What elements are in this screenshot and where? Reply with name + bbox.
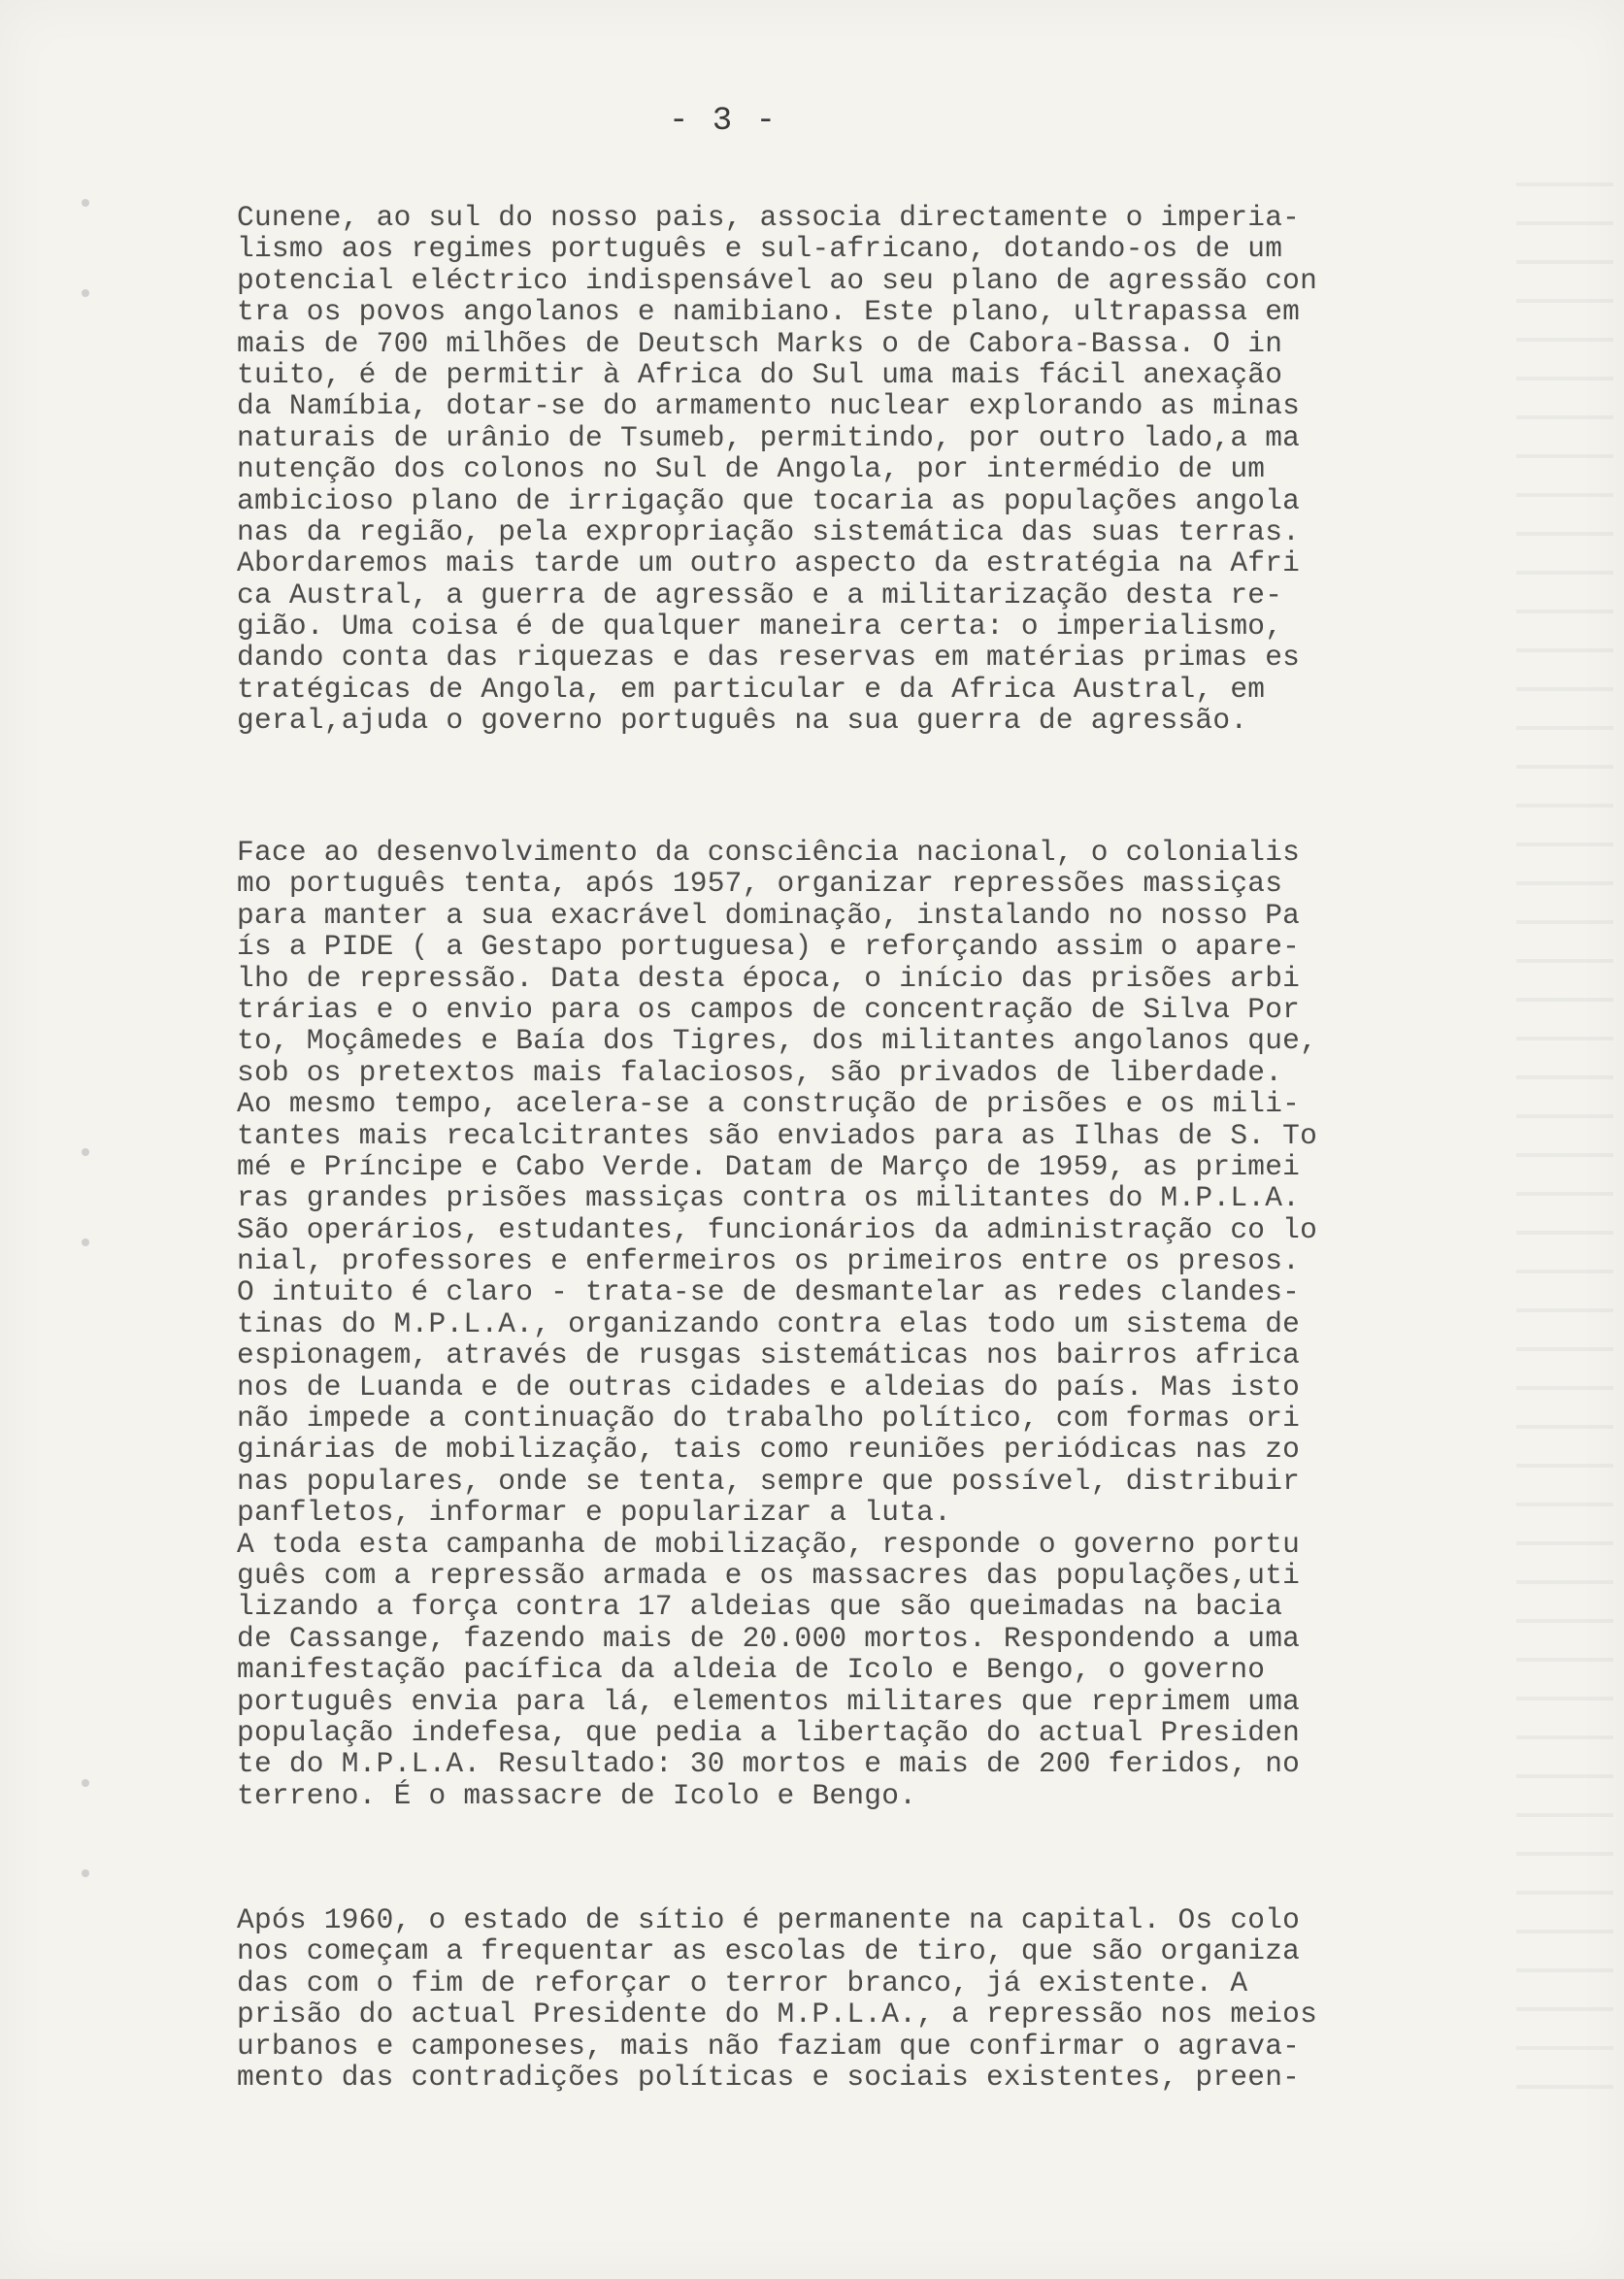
text-line: nas populares, onde se tenta, sempre que possível, distribuir — [237, 1464, 1301, 1498]
text-line: não impede a continuação do trabalho político, com formas ori — [237, 1402, 1301, 1436]
text-line: espionagem, através de rusgas sistemáticas nos bairros africa — [237, 1338, 1301, 1372]
punch-hole-mark — [82, 1869, 89, 1877]
text-line: Face ao desenvolvimento da consciência nacional, o colonialis — [237, 836, 1301, 869]
text-line: ca Austral, a guerra de agressão e a militarização desta re- — [237, 578, 1283, 611]
text-line: O intuito é claro - trata-se de desmantelar as redes clandes- — [237, 1275, 1301, 1309]
text-line: tinas do M.P.L.A., organizando contra elas todo um sistema de — [237, 1306, 1301, 1340]
text-line: nos de Luanda e de outras cidades e aldeias do país. Mas isto — [237, 1370, 1301, 1404]
text-line: nos começam a frequentar as escolas de tiro, que são organiza — [237, 1934, 1301, 1968]
text-line: urbanos e camponeses, mais não faziam que confirmar o agrava- — [237, 2029, 1301, 2063]
text-line: tantes mais recalcitrantes são enviados para as Ilhas de S. To — [237, 1118, 1318, 1152]
text-line: mé e Príncipe e Cabo Verde. Datam de Março de 1959, as primei — [237, 1149, 1301, 1183]
page-number: - 3 - — [668, 103, 779, 140]
text-line: dando conta das riquezas e das reservas em matérias primas es — [237, 641, 1301, 675]
paragraph — [237, 1904, 1317, 2093]
text-line: nutenção dos colonos no Sul de Angola, por intermédio de um — [237, 452, 1266, 486]
text-line: tratégicas de Angola, em particular e da Africa Austral, em — [237, 672, 1266, 706]
punch-hole-mark — [82, 1239, 89, 1246]
text-line: português envia para lá, elementos militares que reprimem uma — [237, 1684, 1301, 1718]
punch-hole-mark — [82, 199, 89, 207]
text-line: nas da região, pela expropriação sistemática das suas terras. — [237, 514, 1301, 548]
text-line: geral,ajuda o governo português na sua guerra de agressão. — [237, 704, 1248, 738]
text-line: de Cassange, fazendo mais de 20.000 mortos. Respondendo a uma — [237, 1621, 1301, 1655]
text-line: manifestação pacífica da aldeia de Icolo e Bengo, o governo — [237, 1653, 1266, 1687]
text-line: lizando a força contra 17 aldeias que são queimadas na bacia — [237, 1590, 1283, 1624]
text-line: lho de repressão. Data desta época, o início das prisões arbi — [237, 961, 1301, 995]
show-through-text — [1516, 165, 1613, 2106]
text-line: gião. Uma coisa é de qualquer maneira certa: o imperialismo, — [237, 610, 1283, 644]
text-line: tuito, é de permitir à Africa do Sul uma mais fácil anexação — [237, 357, 1283, 391]
text-line: das com o fim de reforçar o terror branco, já existente. A — [237, 1965, 1248, 1999]
text-line: nial, professores e enfermeiros os primeiros entre os presos. — [237, 1244, 1301, 1278]
text-line: Ao mesmo tempo, acelera-se a construção de prisões e os mili- — [237, 1087, 1301, 1121]
punch-hole-mark — [82, 289, 89, 297]
text-line: potencial eléctrico indispensável ao seu plano de agressão con — [237, 263, 1318, 297]
text-line: Após 1960, o estado de sítio é permanente na capital. Os colo — [237, 1903, 1301, 1936]
text-line: para manter a sua exacrável dominação, instalando no nosso Pa — [237, 898, 1301, 932]
text-line: trárias e o envio para os campos de concentração de Silva Por — [237, 992, 1301, 1026]
text-line: da Namíbia, dotar-se do armamento nuclear explorando as minas — [237, 389, 1301, 423]
text-line: guês com a repressão armada e os massacres das populações,uti — [237, 1558, 1301, 1592]
punch-hole-mark — [82, 1148, 89, 1156]
text-line: mo português tenta, após 1957, organizar repressões massiças — [237, 867, 1283, 901]
text-line: mento das contradições políticas e sociais existentes, preen- — [237, 2060, 1301, 2094]
text-line: Cunene, ao sul do nosso pais, associa directamente o imperia- — [237, 201, 1301, 234]
text-line: população indefesa, que pedia a libertação do actual Presiden — [237, 1715, 1301, 1749]
paragraph — [237, 837, 1317, 1811]
text-line: ras grandes prisões massiças contra os militantes do M.P.L.A. — [237, 1181, 1301, 1215]
text-line: terreno. É o massacre de Icolo e Bengo. — [237, 1778, 917, 1812]
text-line: panfletos, informar e popularizar a luta. — [237, 1496, 952, 1530]
text-line: Abordaremos mais tarde um outro aspecto da estratégia na Afri — [237, 546, 1301, 580]
punch-hole-mark — [82, 1779, 89, 1787]
text-line: São operários, estudantes, funcionários da administração co lo — [237, 1212, 1318, 1246]
text-line: A toda esta campanha de mobilização, responde o governo portu — [237, 1527, 1301, 1561]
text-line: sob os pretextos mais falaciosos, são privados de liberdade. — [237, 1055, 1283, 1089]
text-line: lismo aos regimes português e sul-africano, dotando-os de um — [237, 232, 1283, 266]
text-line: ginárias de mobilização, tais como reuniões periódicas nas zo — [237, 1433, 1301, 1467]
text-line: ís a PIDE ( a Gestapo portuguesa) e reforçando assim o apare- — [237, 930, 1301, 964]
paragraph — [237, 202, 1317, 737]
text-line: te do M.P.L.A. Resultado: 30 mortos e mais de 200 feridos, no — [237, 1747, 1301, 1781]
text-line: prisão do actual Presidente do M.P.L.A., a repressão nos meios — [237, 1998, 1318, 2031]
text-line: naturais de urânio de Tsumeb, permitindo, por outro lado,a ma — [237, 420, 1301, 454]
text-line: mais de 700 milhões de Deutsch Marks o de Cabora-Bassa. O in — [237, 326, 1283, 360]
text-line: to, Moçâmedes e Baía dos Tigres, dos militantes angolanos que, — [237, 1024, 1318, 1058]
text-line: tra os povos angolanos e namibiano. Este plano, ultrapassa em — [237, 295, 1301, 329]
text-line: ambicioso plano de irrigação que tocaria as populações angola — [237, 483, 1301, 517]
